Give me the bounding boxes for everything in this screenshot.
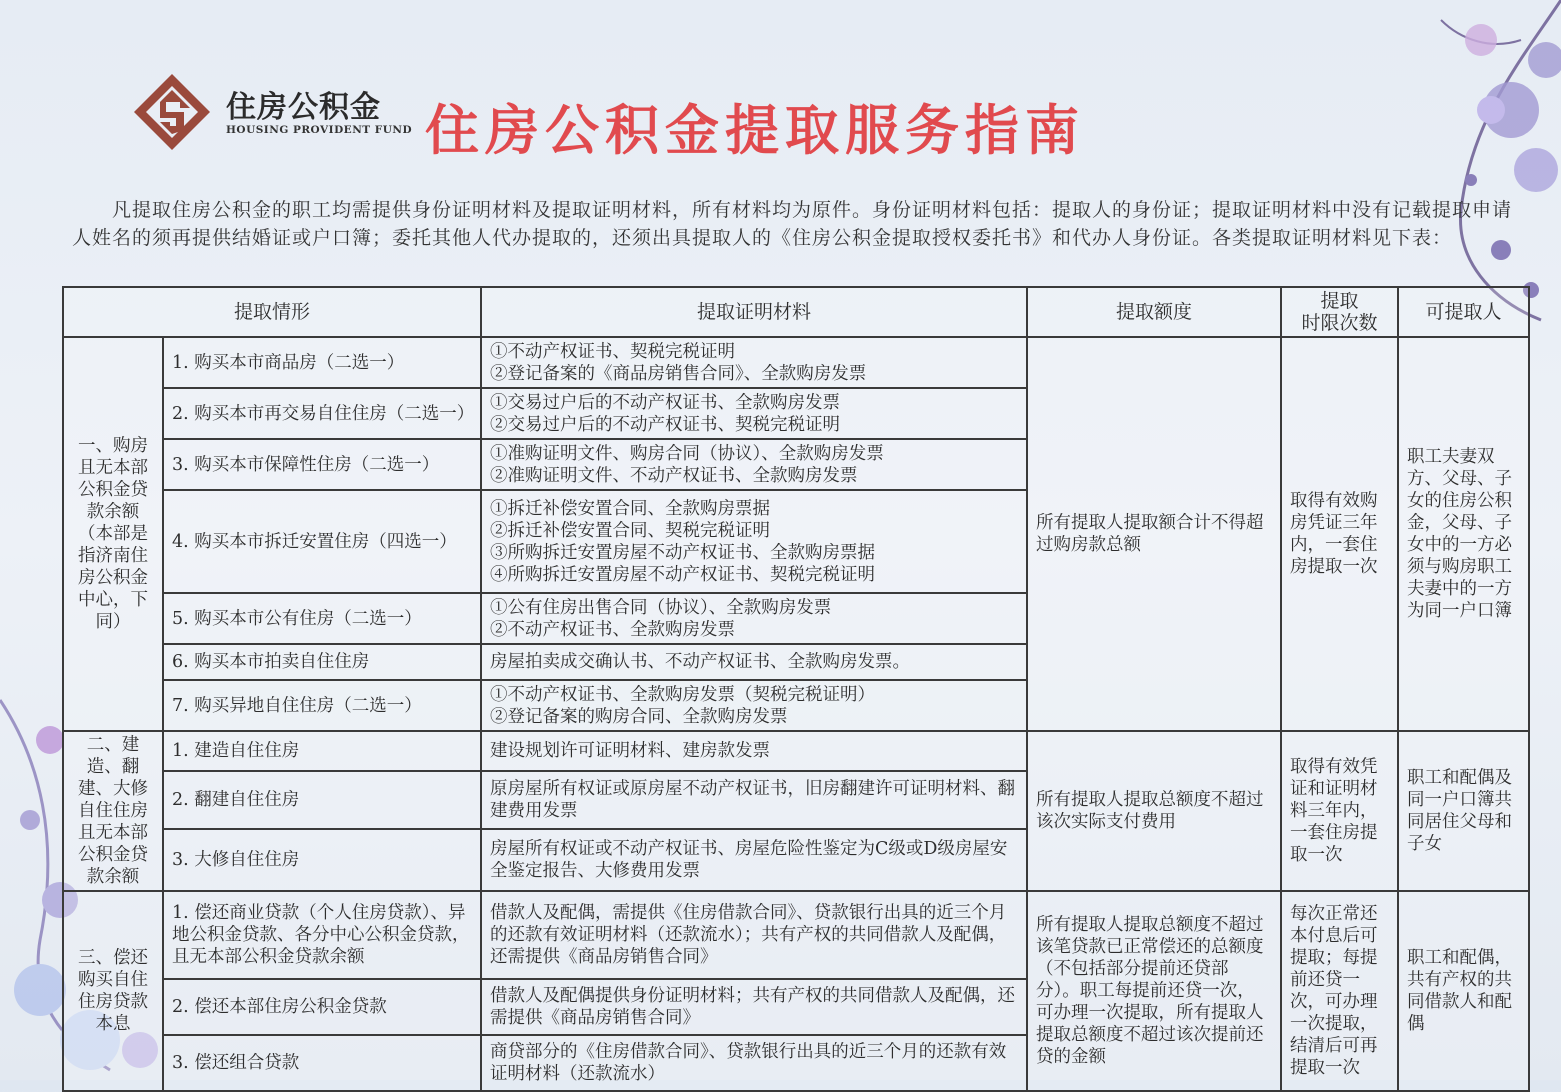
logo-mark-icon (132, 72, 212, 152)
material-line: ②登记备案的购房合同、全款购房发票 (490, 706, 788, 727)
situation-cell: 7. 购买异地自住住房（二选一） (163, 680, 481, 731)
amount-cell: 所有提取人提取总额度不超过该笔贷款已正常偿还的总额度（不包括部分提前还贷部分）。职工每提前还贷一次，可办理一次提取，所有提取人提取总额度不超过该次提前还贷的金额 (1027, 891, 1281, 1091)
material-line: ③所购拆迁安置房屋不动产权证书、全款购房票据 (490, 542, 876, 563)
material-line: ①公有住房出售合同（协议）、全款购房发票 (490, 597, 832, 618)
material-line: ①不动产权证书、契税完税证明 (490, 341, 736, 362)
material-line: ②交易过户后的不动产权证书、契税完税证明 (490, 414, 841, 435)
situation-cell: 3. 购买本市保障性住房（二选一） (163, 439, 481, 490)
who-cell: 职工和配偶，共有产权的共同借款人和配偶 (1398, 891, 1529, 1091)
table-row (63, 337, 1529, 388)
category-cell: 一、购房且无本部公积金贷款余额（本部是指济南住房公积金中心，下同） (63, 337, 163, 731)
situation-cell: 2. 翻建自住住房 (163, 771, 481, 829)
situation-cell: 3. 偿还组合贷款 (163, 1035, 481, 1091)
material-line: 房屋拍卖成交确认书、不动产权证书、全款购房发票。 (490, 652, 911, 672)
materials-cell (481, 439, 1027, 490)
table-row (63, 891, 1529, 979)
situation-cell: 1. 购买本市商品房（二选一） (163, 337, 481, 388)
amount-cell: 所有提取人提取总额度不超过该次实际支付费用 (1027, 731, 1281, 891)
withdrawal-guide-table (62, 286, 1530, 1092)
who-cell: 职工和配偶及同一户口簿共同居住父母和子女 (1398, 731, 1529, 891)
material-line: ①拆迁补偿安置合同、全款购房票据 (490, 498, 771, 519)
header-materials: 提取证明材料 (481, 287, 1027, 337)
material-line: ②不动产权证书、全款购房发票 (490, 619, 736, 640)
material-line: ②准购证明文件、不动产权证书、全款购房发票 (490, 465, 858, 486)
page-title: 住房公积金提取服务指南 (425, 99, 1085, 162)
table-row (63, 731, 1529, 771)
materials-cell: 借款人及配偶提供身份证明材料；共有产权的共同借款人及配偶，还需提供《商品房销售合同》 (481, 979, 1027, 1035)
header-who: 可提取人 (1398, 287, 1529, 337)
situation-cell: 5. 购买本市公有住房（二选一） (163, 593, 481, 644)
who-cell: 职工夫妻双方、父母、子女的住房公积金，父母、子女中的一方必须与购房职工夫妻中的一方为同一户口簿 (1398, 337, 1529, 731)
materials-cell: 商贷部分的《住房借款合同》、贷款银行出具的近三个月的还款有效证明材料（还款流水） (481, 1035, 1027, 1091)
materials-cell (481, 337, 1027, 388)
housing-fund-logo (132, 72, 422, 152)
logo-english-name: HOUSING PROVIDENT FUND (226, 124, 413, 136)
table-header-row (63, 287, 1529, 337)
limit-cell: 取得有效购房凭证三年内，一套住房提取一次 (1281, 337, 1398, 731)
situation-cell: 4. 购买本市拆迁安置住房（四选一） (163, 490, 481, 593)
header-limit-line-2: 时限次数 (1301, 312, 1378, 334)
header-limit-line-1: 提取 (1320, 290, 1359, 312)
situation-cell: 1. 偿还商业贷款（个人住房贷款）、异地公积金贷款、各分中心公积金贷款，且无本部公积金贷款余额 (163, 891, 481, 979)
limit-cell: 取得有效凭证和证明材料三年内，一套住房提取一次 (1281, 731, 1398, 891)
material-line: ②登记备案的《商品房销售合同》、全款购房发票 (490, 363, 867, 384)
materials-cell: 房屋所有权证或不动产权证书、房屋危险性鉴定为C级或D级房屋安全鉴定报告、大修费用发票 (481, 829, 1027, 891)
materials-cell (481, 644, 1027, 680)
header-limit (1281, 287, 1398, 337)
material-line: 建设规划许可证明材料、建房款发票 (490, 741, 771, 761)
materials-cell (481, 593, 1027, 644)
logo-chinese-name: 住房公积金 (226, 90, 381, 125)
materials-cell (481, 680, 1027, 731)
situation-cell: 2. 偿还本部住房公积金贷款 (163, 979, 481, 1035)
header-amount: 提取额度 (1027, 287, 1281, 337)
material-line: ①交易过户后的不动产权证书、全款购房发票 (490, 392, 841, 413)
materials-cell: 借款人及配偶，需提供《住房借款合同》、贷款银行出具的近三个月的还款有效证明材料（还款流水）；共有产权的共同借款人及配偶，还需提供《商品房销售合同》 (481, 891, 1027, 979)
header-situation: 提取情形 (63, 287, 481, 337)
material-line: ④所购拆迁安置房屋不动产权证书、契税完税证明 (490, 564, 876, 585)
intro-paragraph: 凡提取住房公积金的职工均需提供身份证明材料及提取证明材料，所有材料均为原件。身份证明材料包括：提取人的身份证；提取证明材料中没有记载提取申请人姓名的须再提供结婚证或户口簿；委托其他人代办提取的，还须出具提取人的《住房公积金提取授权委托书》和代办人身份证。各类提取证明材料见下表： (72, 199, 1513, 249)
material-line: ②拆迁补偿安置合同、契税完税证明 (490, 520, 771, 541)
materials-cell (481, 388, 1027, 439)
materials-cell: 原房屋所有权证或原房屋不动产权证书，旧房翻建许可证明材料、翻建费用发票 (481, 771, 1027, 829)
materials-cell (481, 731, 1027, 771)
category-cell: 三、偿还购买自住住房贷款本息 (63, 891, 163, 1091)
material-line: ①不动产权证书、全款购房发票（契税完税证明） (490, 684, 876, 705)
situation-cell: 6. 购买本市拍卖自住住房 (163, 644, 481, 680)
material-line: ①准购证明文件、购房合同（协议）、全款购房发票 (490, 443, 884, 464)
amount-cell: 所有提取人提取额合计不得超过购房款总额 (1027, 337, 1281, 731)
situation-cell: 1. 建造自住住房 (163, 731, 481, 771)
limit-cell: 每次正常还本付息后可提取；每提前还贷一次，可办理一次提取，结清后可再提取一次 (1281, 891, 1398, 1091)
materials-cell (481, 490, 1027, 593)
situation-cell: 2. 购买本市再交易自住住房（二选一） (163, 388, 481, 439)
category-cell: 二、建造、翻建、大修自住住房且无本部公积金贷款余额 (63, 731, 163, 891)
situation-cell: 3. 大修自住住房 (163, 829, 481, 891)
